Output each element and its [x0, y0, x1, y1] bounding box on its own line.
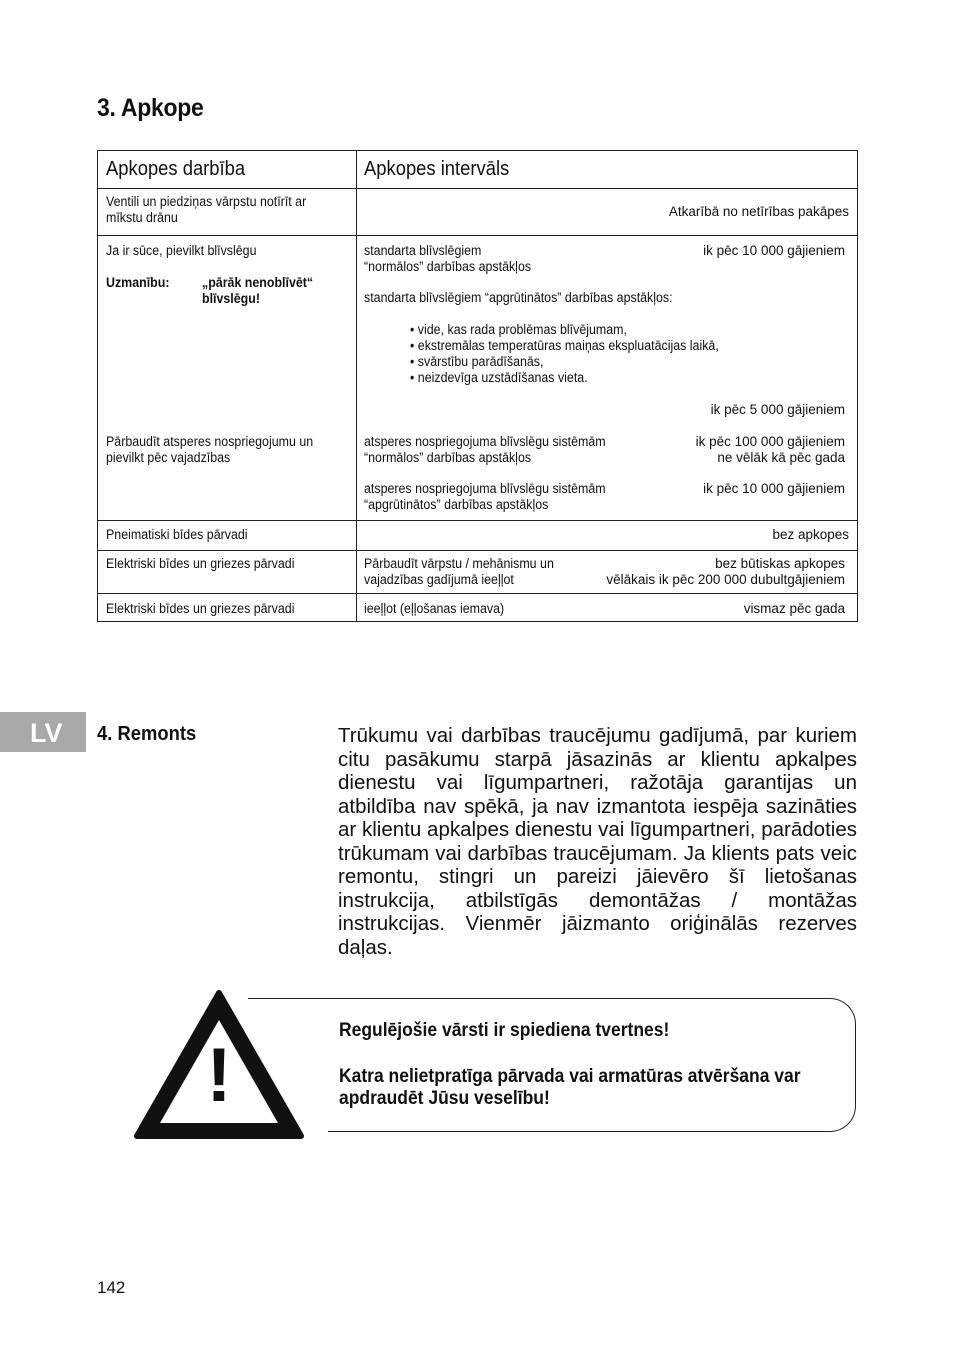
language-code: LV: [30, 718, 63, 748]
row3-interval: bez apkopes: [772, 527, 849, 542]
paragraph-line: līgumpartneri, parādoties trūkumam vai darbības traucējumam.: [338, 818, 857, 865]
paragraph-line: instrukcijas. Vienmēr jāizmanto oriģinālās rezerves daļas.: [338, 912, 857, 959]
paragraph-line: lietošanas instrukcija, atbilstīgās demontāžas / montāžas: [338, 865, 857, 912]
normal-line2: “normālos” darbības apstākļos: [364, 259, 532, 274]
page-number: 142: [97, 1278, 126, 1297]
spring-normal-line2: “normālos” darbības apstākļos: [364, 450, 532, 465]
caution-line2: blīvslēgu!: [202, 291, 260, 306]
normal-line1: standarta blīvslēgiem: [364, 243, 482, 258]
warning-box-line: [248, 998, 330, 999]
section-title: 3. Apkope: [97, 94, 204, 122]
row4-detail-line1: Pārbaudīt vārpstu / mehānismu un: [364, 556, 554, 571]
warning-line1: Regulējošie vārsti ir spiediena tvertnes!: [339, 1020, 670, 1041]
paragraph-line: pasākumu starpā jāsazinās ar klientu apkalpes dienestu vai: [338, 747, 857, 794]
bullet-item: • neizdevīga uzstādīšanas vieta.: [410, 370, 588, 385]
row5-detail: ieeļļot (eļļošanas iemava): [364, 601, 505, 616]
repair-paragraph: [338, 724, 857, 959]
header-interval: Apkopes intervāls: [364, 158, 510, 180]
row1-interval: Atkarībā no netīrības pakāpes: [668, 204, 849, 219]
spring-normal-interval2: ne vēlāk kā pēc gada: [717, 450, 845, 465]
warning-exclamation: !: [206, 1033, 232, 1118]
caution-label: Uzmanību:: [106, 275, 170, 290]
spring-action-line1: Pārbaudīt atsperes nospriegojumu un: [106, 434, 314, 449]
spring-hard-line1: atsperes nospriegojuma blīvslēgu sistēmām: [364, 481, 606, 496]
bullet-item: • svārstību parādīšanās,: [410, 354, 544, 369]
hard-intro: standarta blīvslēgiem “apgrūtinātos” darbības apstākļos:: [364, 290, 673, 305]
warning-line2a: Katra nelietpratīga pārvada vai armatūras atvēršana var: [339, 1066, 801, 1087]
row4-interval-line2: vēlākais ik pēc 200 000 dubultgājieniem: [606, 572, 845, 587]
bullet-item: • vide, kas rada problēmas blīvējumam,: [410, 322, 627, 337]
paragraph-line: Ja klients pats veic remontu, stingri un pareizi jāievēro šī: [338, 841, 857, 888]
row4-interval-line1: bez būtiskas apkopes: [715, 556, 845, 571]
normal-interval: ik pēc 10 000 gājieniem: [703, 243, 845, 258]
row4-detail-line2: vajadzības gadījumā ieeļļot: [364, 572, 514, 587]
maintenance-table: [97, 150, 858, 622]
hard-interval: ik pēc 5 000 gājieniem: [710, 402, 845, 417]
spring-normal-interval1: ik pēc 100 000 gājieniem: [695, 434, 845, 449]
row5-action: Elektriski bīdes un griezes pārvadi: [106, 601, 295, 616]
spring-hard-line2: “apgrūtinātos” darbības apstākļos: [364, 497, 549, 512]
caution-line1: „pārāk nenoblīvēt“: [202, 275, 314, 290]
header-action: Apkopes darbība: [106, 158, 246, 180]
row-divider: [98, 550, 857, 551]
warning-line2b: apdraudēt Jūsu veselību!: [339, 1088, 550, 1109]
row1-action-line1: Ventili un piedziņas vārpstu notīrīt ar: [106, 194, 307, 209]
section-title: 4. Remonts: [97, 723, 197, 745]
row-divider: [98, 520, 857, 521]
row4-action: Elektriski bīdes un griezes pārvadi: [106, 556, 295, 571]
paragraph-line: Trūkumu vai darbības traucējumu gadījumā, par kuriem citu: [338, 724, 857, 771]
paragraph-line: līgumpartneri, ražotāja garantijas un atbildība nav spēkā, ja nav: [338, 771, 857, 818]
spring-normal-line1: atsperes nospriegojuma blīvslēgu sistēmām: [364, 434, 606, 449]
row2-action: Ja ir sūce, pievilkt blīvslēgu: [106, 243, 257, 258]
row1-action-line2: mīkstu drānu: [106, 210, 178, 225]
spring-action-line2: pievilkt pēc vajadzības: [106, 450, 231, 465]
warning-box: [328, 998, 856, 1132]
bullet-item: • ekstremālas temperatūras maiņas ekspluatācijas laikā,: [410, 338, 719, 353]
row-divider: [98, 235, 857, 236]
row3-action: Pneimatiski bīdes pārvadi: [106, 527, 248, 542]
paragraph-line: izmantota iespēja sazināties ar klientu apkalpes dienestu vai: [338, 794, 857, 841]
spring-hard-interval: ik pēc 10 000 gājieniem: [703, 481, 845, 496]
row-divider: [98, 593, 857, 594]
language-tab: [0, 712, 86, 752]
row5-interval: vismaz pēc gada: [743, 601, 845, 616]
row-divider: [98, 188, 857, 189]
